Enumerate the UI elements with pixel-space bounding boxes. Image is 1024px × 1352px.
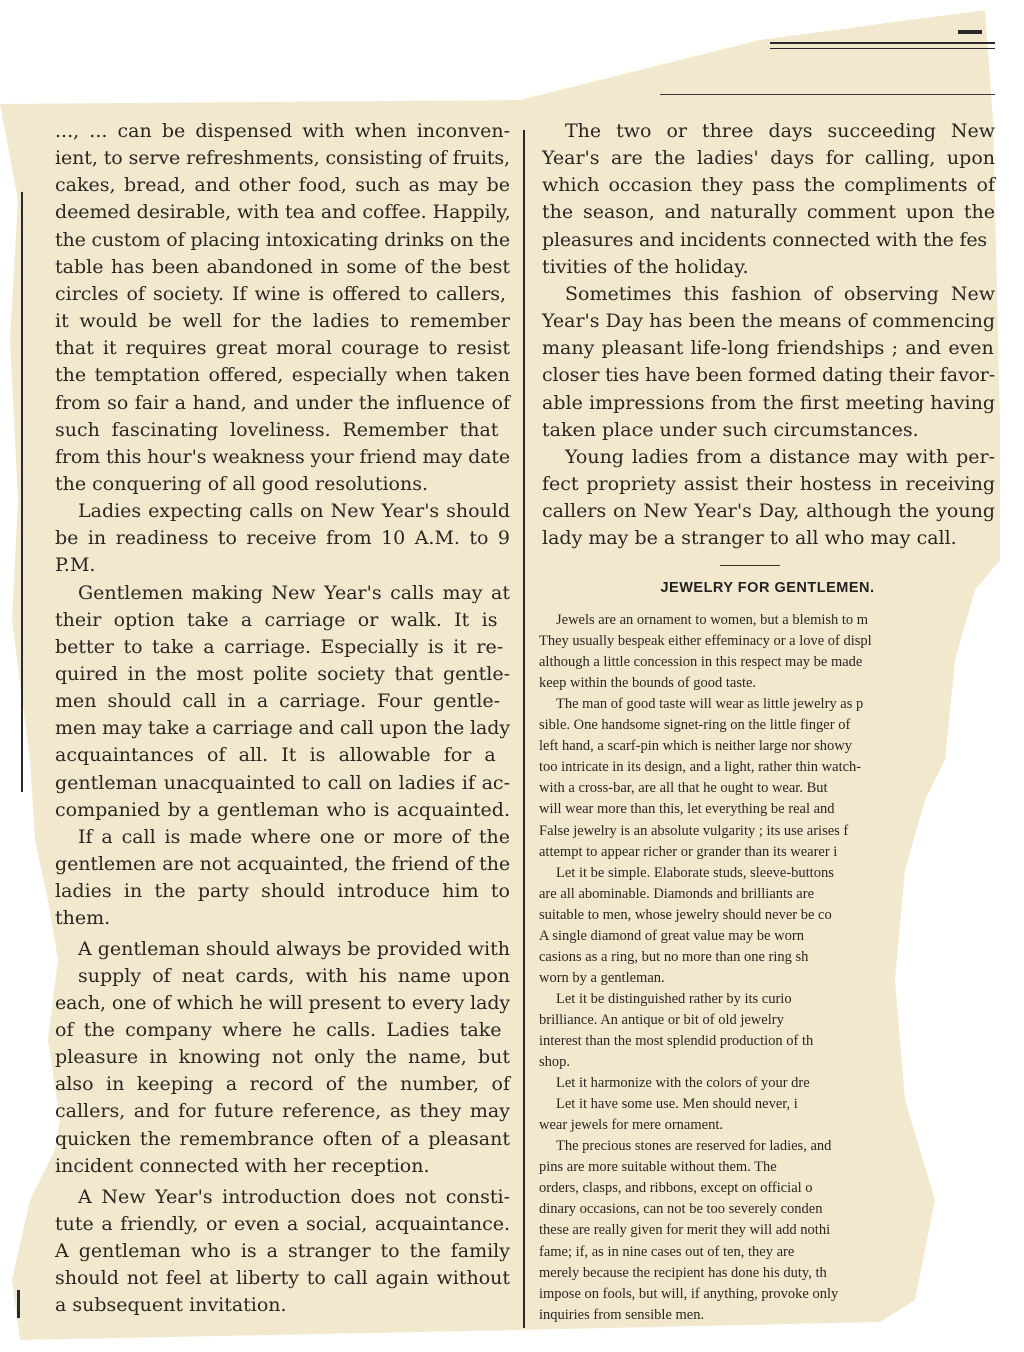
text-line: A New Year's introduction does not consti-: [78, 1185, 510, 1208]
text-line: such fascinating loveliness. Remember that: [55, 418, 499, 441]
text-line: orders, clasps, and ribbons, except on official o: [539, 1180, 813, 1197]
text-line: impose on fools, but will, if anything, provoke only: [539, 1285, 839, 1302]
text-line: the temptation offered, especially when taken: [55, 364, 510, 387]
section-divider: [720, 565, 780, 566]
text-line: callers, and for future reference, as they may: [55, 1100, 510, 1123]
text-line: them.: [55, 907, 111, 930]
text-line: table has been abandoned in some of the best: [55, 255, 510, 278]
text-line: too intricate in its design, and a light, rather thin watch-: [539, 759, 862, 776]
text-line: A single diamond of great value may be worn: [539, 927, 804, 944]
text-line: dinary occasions, can not be too severely conden: [539, 1201, 823, 1218]
text-line: cakes, bread, and other food, such as may be: [55, 174, 510, 197]
text-line: False jewelry is an absolute vulgarity ; its use arises f: [539, 822, 849, 839]
text-line: closer ties have been formed dating their favor-: [542, 364, 995, 387]
text-line: attempt to appear richer or grander than its wearer i: [539, 843, 838, 860]
text-line: although a little concession in this respect may be made: [539, 654, 863, 671]
text-line: the season, and naturally comment upon the: [542, 201, 995, 224]
text-line: casions as a ring, but no more than one ring sh: [539, 948, 809, 965]
text-line: Jewels are an ornament to women, but a blemish to m: [556, 612, 869, 628]
text-line: A gentleman should always be provided with: [78, 937, 510, 960]
text-line: keep within the bounds of good taste.: [539, 675, 757, 692]
text-line: many pleasant life-long friendships ; and even: [542, 337, 994, 360]
text-line: supply of neat cards, with his name upon: [78, 964, 510, 987]
text-line: Young ladies from a distance may with per-: [565, 445, 995, 468]
text-line: of the company where he calls. Ladies take: [55, 1018, 502, 1041]
text-line: Let it harmonize with the colors of your dre: [556, 1075, 810, 1092]
text-line: able impressions from the first meeting having: [542, 391, 995, 414]
text-line: left hand, a scarf-pin which is neither large nor showy: [539, 738, 852, 755]
text-line: Year's Day has been the means of commencing: [542, 310, 995, 333]
text-line: callers on New Year's Day, although the young: [542, 500, 995, 523]
text-line: from this hour's weakness your friend may date: [55, 445, 510, 468]
text-line: Let it have some use. Men should never, i: [556, 1096, 798, 1113]
edge-mark: [958, 30, 982, 34]
top-rule: [770, 42, 995, 44]
text-line: are all abominable. Diamonds and brilliants are: [539, 885, 815, 902]
text-line: taken place under such circumstances.: [542, 418, 919, 441]
text-line: from so fair a hand, and under the influence of: [55, 391, 510, 414]
text-line: deemed desirable, with tea and coffee. Happily,: [55, 201, 511, 224]
text-line: suitable to men, whose jewelry should never be co: [539, 906, 832, 923]
text-line: shop.: [539, 1054, 571, 1071]
text-line: pleasure in knowing not only the name, but: [55, 1046, 510, 1069]
text-line: the custom of placing intoxicating drinks on the: [55, 228, 510, 251]
text-line: Sometimes this fashion of observing New: [565, 282, 995, 305]
text-line: The precious stones are reserved for ladies, and: [556, 1138, 832, 1155]
top-rule: [660, 94, 995, 95]
text-line: lady may be a stranger to all who may call.: [542, 527, 957, 550]
text-line: P.M.: [55, 554, 96, 577]
text-line: it would be well for the ladies to remember: [55, 310, 510, 333]
text-line: quired in the most polite society that gentle-: [55, 663, 510, 685]
text-line: interest than the most splendid production of th: [539, 1033, 814, 1049]
edge-mark: [21, 192, 23, 792]
text-line: with a cross-bar, are all that he ought to wear. But: [539, 780, 828, 797]
text-line: gentleman unacquainted to call on ladies if ac-: [55, 771, 510, 794]
text-line: better to take a carriage. Especially is it re-: [55, 635, 504, 658]
section-heading: JEWELRY FOR GENTLEMEN.: [660, 580, 875, 596]
text-line: A gentleman who is a stranger to the family: [55, 1240, 510, 1263]
text-line: brilliance. An antique or bit of old jewelry: [539, 1011, 784, 1028]
text-line: ient, to serve refreshments, consisting of fruits,: [55, 147, 510, 170]
text-line: sible. One handsome signet-ring on the little finger of: [539, 717, 851, 734]
text-line: a subsequent invitation.: [55, 1294, 287, 1317]
text-line: circles of society. If wine is offered to callers,: [55, 282, 507, 305]
text-line: each, one of which he will present to every lady: [55, 991, 510, 1014]
text-line: fame; if, as in nine cases out of ten, they are: [539, 1243, 795, 1260]
text-line: pleasures and incidents connected with the fes: [542, 228, 987, 251]
text-line: merely because the recipient has done his duty, th: [539, 1264, 827, 1281]
text-line: ..., ... can be dispensed with when inconven-: [55, 120, 510, 142]
text-line: which occasion they pass the compliments of: [542, 174, 995, 197]
text-line: wear jewels for mere ornament.: [539, 1117, 723, 1134]
text-line: gentlemen are not acquainted, the friend of the: [55, 853, 511, 876]
text-line: The man of good taste will wear as little jewelry as p: [556, 696, 864, 713]
text-line: Let it be distinguished rather by its curio: [556, 990, 792, 1007]
text-line: incident connected with her reception.: [55, 1154, 430, 1177]
text-line: tute a friendly, or even a social, acquaintance.: [55, 1213, 510, 1235]
text-line: Year's are the ladies' days for calling, upon: [542, 147, 995, 170]
text-line: will wear more than this, let everything be real and: [539, 801, 835, 818]
top-rule: [770, 48, 995, 49]
text-line: that it requires great moral courage to resist: [55, 337, 510, 360]
text-line: If a call is made where one or more of the: [78, 825, 510, 848]
text-line: ladies in the party should introduce him to: [55, 880, 510, 903]
text-line: Gentlemen making New Year's calls may at: [78, 581, 510, 604]
text-line: companied by a gentleman who is acquainted.: [55, 798, 510, 821]
text-line: inquiries from sensible men.: [539, 1306, 705, 1323]
text-line: They usually bespeak either effeminacy or a love of displ: [539, 633, 872, 650]
column-divider: [523, 130, 525, 1328]
text-line: men may take a carriage and call upon the lady: [55, 717, 511, 740]
text-line: The two or three days succeeding New: [565, 120, 995, 142]
text-line: pins are more suitable without them. The: [539, 1159, 777, 1176]
text-line: Let it be simple. Elaborate studs, sleeve-buttons: [556, 864, 834, 881]
text-line: men should call in a carriage. Four gentle-: [55, 690, 501, 713]
text-line: be in readiness to receive from 10 A.M. to 9: [55, 527, 510, 550]
text-line: should not feel at liberty to call again without: [55, 1267, 510, 1290]
text-line: also in keeping a record of the number, of: [55, 1073, 510, 1096]
text-line: Ladies expecting calls on New Year's should: [78, 500, 510, 523]
text-line: these are really given for merit they will add nothi: [539, 1222, 831, 1239]
text-line: fect propriety assist their hostess in receiving: [542, 472, 995, 495]
text-line: quicken the remembrance often of a pleasant: [55, 1127, 510, 1150]
text-line: worn by a gentleman.: [539, 969, 665, 986]
text-line: acquaintances of all. It is allowable for a: [55, 744, 496, 767]
text-line: tivities of the holiday.: [542, 255, 749, 278]
text-line: their option take a carriage or walk. It is: [55, 608, 498, 631]
text-line: the conquering of all good resolutions.: [55, 472, 428, 495]
edge-mark: [17, 1290, 20, 1318]
